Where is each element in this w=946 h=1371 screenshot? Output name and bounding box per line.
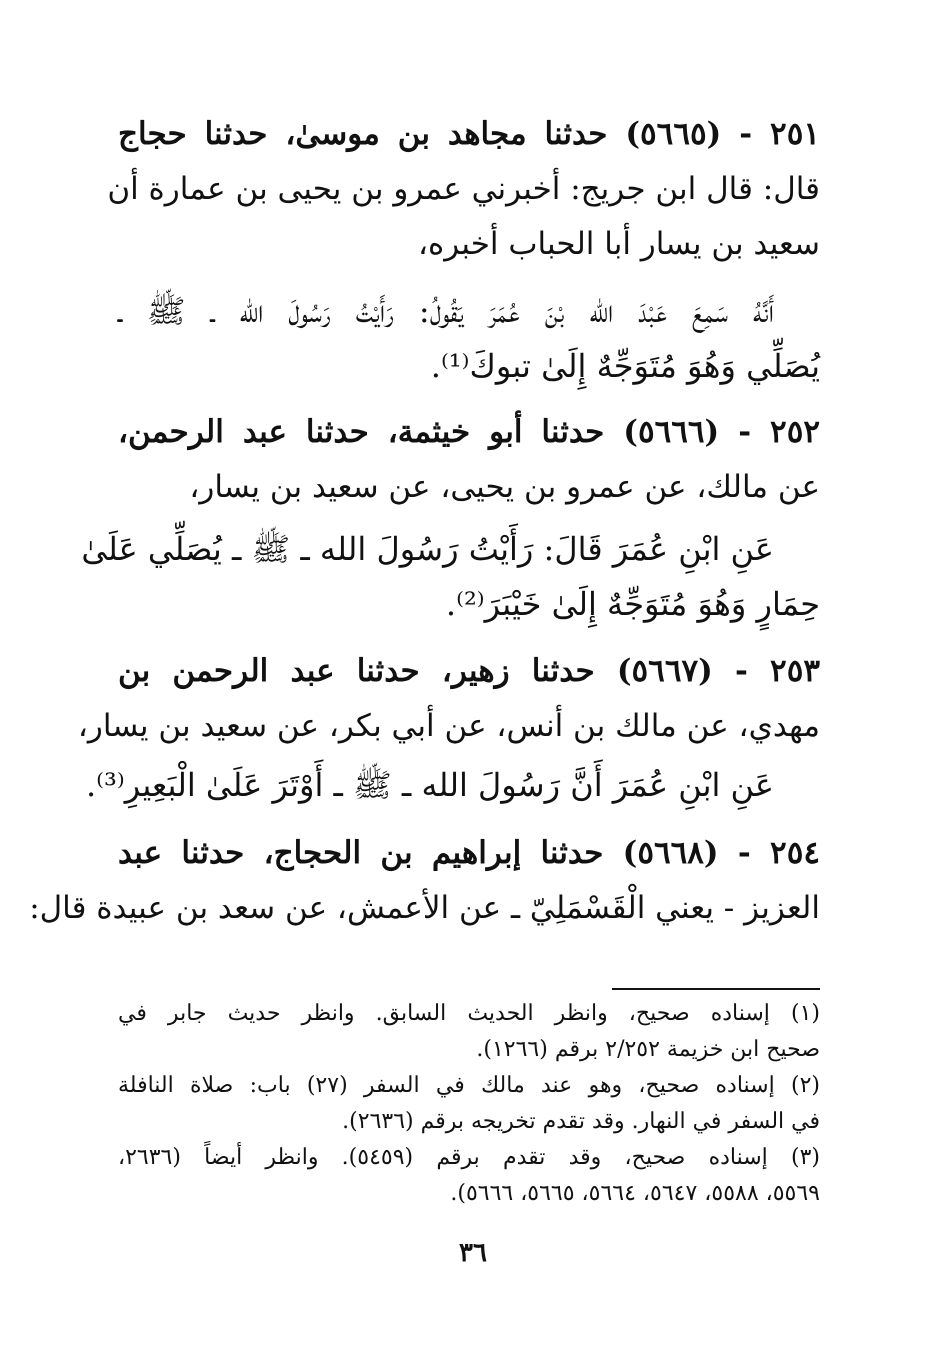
hadith-chain-line: سعيد بن يسار أبا الحباب أخبره، bbox=[418, 226, 820, 262]
hadith-chain-line: ٢٥٤ - (٥٦٦٨) حدثنا إبراهيم بن الحجاج، حدثنا عبد bbox=[118, 835, 820, 871]
page-number: ٣٦ bbox=[459, 1238, 487, 1268]
hadith-text-line: حِمَارٍ وَهُوَ مُتَوَجِّهٌ إِلَىٰ خَيْبَرَ⁽²⁾. bbox=[445, 585, 820, 623]
footnote-line: (١) إسناده صحيح، وانظر الحديث السابق. وانظر حديث جابر في bbox=[118, 1001, 820, 1026]
footnote-2 bbox=[118, 1068, 820, 1140]
hadith-chain-line: قال: قال ابن جريج: أخبرني عمرو بن يحيى بن عمارة أن bbox=[107, 171, 820, 207]
hadith-253-text bbox=[85, 758, 820, 813]
hadith-chain-line: العزيز - يعني الْقَسْمَلِيّ ـ عن الأعمش، عن سعد بن عبيدة قال: bbox=[29, 890, 820, 926]
footnotes bbox=[118, 996, 820, 1212]
footnote-line: في السفر في النهار. وقد تقدم تخريجه برقم (٢٦٣٦). bbox=[342, 1109, 820, 1134]
footnote-1 bbox=[118, 996, 820, 1068]
hadith-chain-line: ٢٥٢ - (٥٦٦٦) حدثنا أبو خيثمة، حدثنا عبد الرحمن، bbox=[118, 414, 820, 450]
hadith-text-line: عَنِ ابْنِ عُمَرَ قَالَ: رَأَيْتُ رَسُولَ الله ـ ﷺ ـ يُصَلِّي عَلَىٰ bbox=[81, 530, 774, 568]
hadith-text-line: أَنَّهُ سَمِعَ عَبْدَ الله بْنَ عُمَرَ يَقُولُ: رَأَيْتُ رَسُولَ الله ـ ﷺ ـ bbox=[118, 292, 774, 330]
hadith-chain-line: عن مالك، عن عمرو بن يحيى، عن سعيد بن يسار، bbox=[189, 469, 820, 505]
footnote-line: ٥٥٦٩، ٥٥٨٨، ٥٦٤٧، ٥٦٦٤، ٥٦٦٥، ٥٦٦٦). bbox=[450, 1181, 820, 1206]
hadith-251-chain bbox=[107, 107, 820, 272]
hadith-251-text bbox=[118, 284, 820, 394]
hadith-chain-line: ٢٥٣ - (٥٦٦٧) حدثنا زهير، حدثنا عبد الرحمن بن bbox=[118, 653, 820, 689]
footnote-divider bbox=[612, 988, 820, 990]
footnote-3 bbox=[118, 1140, 820, 1212]
hadith-chain-line: ٢٥١ - (٥٦٦٥) حدثنا مجاهد بن موسىٰ، حدثنا حجاج bbox=[118, 116, 820, 152]
hadith-253-chain bbox=[77, 644, 820, 754]
hadith-text-line: يُصَلِّي وَهُوَ مُتَوَجِّهٌ إِلَىٰ تبوكَ⁽¹⁾. bbox=[430, 347, 820, 385]
hadith-252-text bbox=[81, 522, 820, 632]
hadith-chain-line: مهدي، عن مالك بن أنس، عن أبي بكر، عن سعيد بن يسار، bbox=[77, 708, 820, 744]
hadith-254-chain bbox=[29, 826, 820, 936]
footnote-line: (٢) إسناده صحيح، وهو عند مالك في السفر (٢٧) باب: صلاة النافلة bbox=[118, 1073, 820, 1098]
footnote-line: (٣) إسناده صحيح، وقد تقدم برقم (٥٤٥٩). وانظر أيضاً (٢٦٣٦، bbox=[118, 1145, 821, 1170]
hadith-text-line: عَنِ ابْنِ عُمَرَ أَنَّ رَسُولَ الله ـ ﷺ ـ أَوْتَرَ عَلَىٰ الْبَعِيرِ⁽³⁾. bbox=[85, 766, 774, 804]
footnote-line: صحيح ابن خزيمة ٢/٢٥٢ برقم (١٢٦٦). bbox=[476, 1037, 820, 1062]
hadith-252-chain bbox=[118, 405, 820, 515]
